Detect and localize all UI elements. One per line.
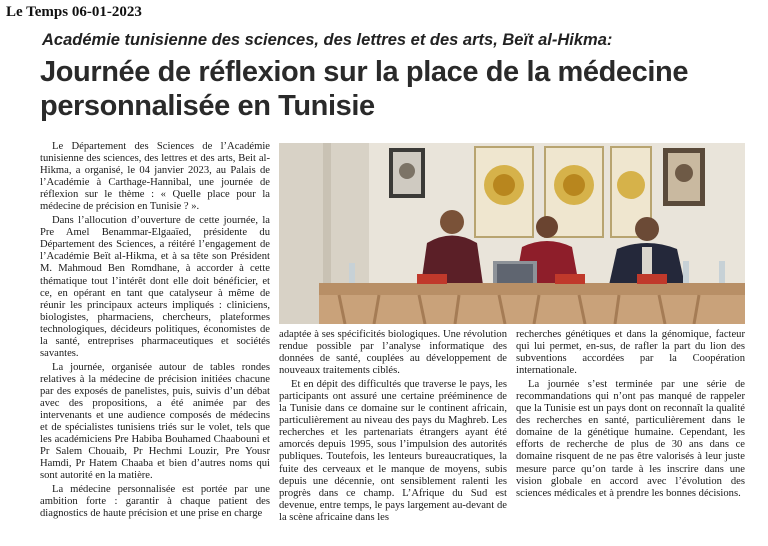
paragraph: La médecine personnalisée est portée par une ambition forte : garantir à chaque patient des diagnostics de haute précision et une prise en charge — [40, 484, 270, 520]
paragraph: adaptée à ses spécificités biologiques. Une révolution rendue possible par l’analyse informatique des données de santé, couplées au développement de nouveaux traitements ciblés. — [279, 329, 507, 377]
article-headline — [40, 55, 760, 123]
article-column-1 — [40, 141, 270, 522]
article-column-3 — [516, 329, 745, 502]
headline-line-2: personnalisée en Tunisie — [40, 90, 375, 122]
headline-line-1: Journée de réflexion sur la place de la médecine — [40, 56, 689, 88]
decorative-panel — [475, 147, 533, 237]
paragraph: recherches génétiques et dans la génomique, facteur qui lui permet, en-sus, de rafler la part du lion des subventions accordées par la Coopération internationale. — [516, 329, 745, 377]
paragraph: Dans l’allocution d’ouverture de cette journée, la Pre Amel Benammar-Elgaaïed, présidente du Département des Sciences, a réitéré l’engagement de l’Académie Beït al-Hikma, et à sa tête son Président M. Mahmoud Ben Romdhane, à accorder à cette thématique tout l’intérêt dont elle doit bénéficier, et ce, en opérant en tant que catalyseur à même de réunir les principaux acteurs impliqués : cliniciens, biologistes, pharmaciens, chercheurs, plateformes technologiques, décideurs politiques, économistes de la santé, entreprises pharmaceutiques et sociétés savantes. — [40, 215, 270, 359]
article-column-2 — [279, 329, 507, 526]
newspaper-source-date: Le Temps 06-01-2023 — [6, 4, 142, 20]
article-photo-panel-discussion — [279, 143, 745, 324]
article-kicker: Académie tunisienne des sciences, des lettres et des arts, Beït al-Hikma: — [42, 31, 613, 49]
paragraph: Et en dépit des difficultés que traverse le pays, les participants ont assuré une certaine prééminence de la Tunisie dans ce domaine sur le continent africain, particulièrement au niveau des pays du Maghreb. Les recherches et les partenariats étrangers ayant été amorcés depuis 1995, sous l’impulsion des autorités publiques. Toutefois, les lenteurs bureaucratiques, la fuite des cerveaux et le manque de moyens, subis depuis une décennie, ont sensiblement ralenti les progrès dans ce champ. L’Afrique du Sud est devenue, entre temps, le pays largement au-devant de la scène africaine dans les — [279, 379, 507, 523]
paragraph: Le Département des Sciences de l’Académie tunisienne des sciences, des lettres et des arts, Beit al-Hikma, a organisé, le 04 janvier 2023, au Palais de l’Académie à Carthage-Hannibal, une journée de réflexion sur le thème : « Quelle place pour la médecine de précision en Tunisie ? ». — [40, 141, 270, 213]
paragraph: La journée s’est terminée par une série de recommandations qui n’ont pas manqué de rappeler que la Tunisie est un pays dont on reconnaît la qualité des recherches en santé, particulièrement dans le domaine de la génétique humaine. Cependant, les efforts de recherche de plus de 30 ans dans ce domaine risquent de ne pas être valorisés à leur juste mesure parce qu’on tarde à les inscrire dans une vision globale en accord avec l’évolution des sciences médicales et à prendre les bonnes décisions. — [516, 379, 745, 499]
paragraph: La journée, organisée autour de tables rondes relatives à la médecine de précision initiées chacune par des exposés de panelistes, puis, suivis d’un débat avec des propositions, a été animée par des intervenants et une audience composés de médecins et de spécialistes tunisiens triés sur le volet, tels que les académiciens Pre Habiba Bouhamed Chaabouni et Pr Salem Chouaib, Pr Hechmi Louzir, Pre Yousr Hamdi, Pr Hatem Chaaba et bien d’autres noms qui sont autorité en la matière. — [40, 361, 270, 482]
